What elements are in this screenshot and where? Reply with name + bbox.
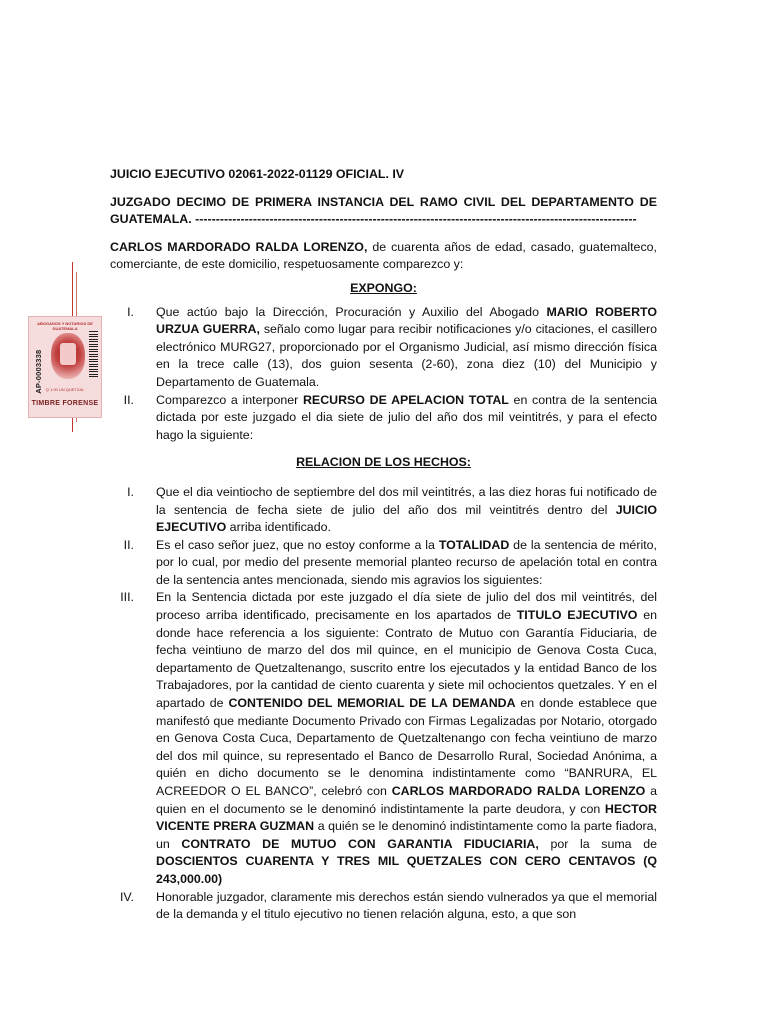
- list-item: [110, 392, 657, 445]
- item-bold-text: RECURSO DE APELACION TOTAL: [302, 392, 509, 407]
- list-item: [110, 537, 657, 590]
- item-text: a quién se le denominó indistintamente como la parte fiadora, un: [156, 819, 657, 851]
- intro-paragraph: [110, 239, 657, 274]
- item-text: Comparezco a interponer: [156, 392, 303, 407]
- court-heading-line1: JUZGADO DECIMO DE PRIMERA INSTANCIA DEL RAMO CIVIL DEL DEPARTAMENTO DE: [110, 194, 657, 209]
- document-body: [110, 166, 657, 924]
- item-bold-text: CARLOS MARDORADO RALDA LORENZO: [391, 784, 646, 798]
- item-bold-text: TITULO EJECUTIVO: [516, 608, 638, 623]
- item-bold-text: CONTENIDO DEL MEMORIAL DE LA DEMANDA: [228, 696, 516, 711]
- stamp-serial: AP-0003338: [34, 349, 44, 394]
- expongo-list: [110, 304, 657, 445]
- intro-text: de cuarenta años de edad, casado, guatemalteco, comerciante, de este domicilio, respetuosamente comparezco y:: [110, 239, 657, 272]
- item-text: a quien en el documento se le denominó indistintamente la parte deudora, y con: [156, 784, 657, 816]
- stamp-timbre-label: TIMBRE FORENSE: [31, 400, 99, 407]
- coat-of-arms-icon: [51, 333, 85, 379]
- item-number: III.: [120, 590, 134, 605]
- item-number: IV.: [119, 889, 134, 904]
- stamp-top-text: ABOGADOS Y NOTARIOS DE GUATEMALA: [37, 321, 93, 331]
- hechos-list: [110, 484, 657, 924]
- item-bold-text: MARIO ROBERTO URZUA GUERRA,: [156, 304, 657, 337]
- item-text: Honorable juzgador, claramente mis derechos están siendo vulnerados ya que el memorial de la demanda y el titulo ejecutivo no tienen relación alguna, esto, a que son: [156, 889, 657, 922]
- list-item: [110, 304, 657, 392]
- item-bold-text: DOSCIENTOS CUARENTA Y TRES MIL QUETZALES CON CERO CENTAVOS (Q 243,000.00): [156, 854, 657, 886]
- stamp-value-text: Q 1.00 UN QUETZAL: [45, 387, 85, 392]
- item-bold-text: HECTOR VICENTE PRERA GUZMAN: [156, 801, 657, 834]
- item-bold-text: JUICIO EJECUTIVO: [156, 502, 657, 535]
- item-text: en donde hace referencia a los siguiente: Contrato de Mutuo con Garantía Fiduciaria, de fecha veintiuno de marzo del dos mil quince, en el municipio de Genova Costa Cuca, departamento de Quetzaltenango, suscrito entre los ejecutados y la entidad Banco de los Trabajadores, por la cantidad de ciento cuarenta y siete mil ochocientos quetzales. Y en el apartado de: [156, 608, 657, 711]
- item-number: II.: [123, 537, 134, 552]
- item-text: Que el dia veintiocho de septiembre del dos mil veintitrés, a las diez horas fui notificado de la sentencia de fecha siete de julio del año dos mil veintitrés dentro del: [156, 484, 657, 517]
- item-number: I.: [127, 304, 134, 319]
- item-text: en contra de la sentencia dictada por este juzgado el dia siete de julio del año dos mil veintitrés, y para el efecto hago la siguiente:: [156, 392, 657, 442]
- section-title-expongo: EXPONGO:: [350, 280, 417, 295]
- court-heading-line2: GUATEMALA. -----------------------------------------------------------------------------------------------------------: [110, 212, 637, 227]
- item-text: Que actúo bajo la Dirección, Procuración y Auxilio del Abogado: [156, 304, 547, 319]
- stamp-card: [28, 316, 102, 418]
- item-bold-text: CONTRATO DE MUTUO CON GARANTIA FIDUCIARIA,: [181, 836, 539, 851]
- intro-name: CARLOS MARDORADO RALDA LORENZO,: [110, 239, 368, 254]
- case-heading: JUICIO EJECUTIVO 02061-2022-01129 OFICIAL. IV: [110, 167, 405, 181]
- list-item: [110, 484, 657, 537]
- item-number: I.: [127, 484, 134, 499]
- section-title-hechos: RELACION DE LOS HECHOS:: [296, 455, 471, 470]
- item-text: por la suma de: [538, 836, 657, 851]
- item-text: Es el caso señor juez, que no estoy conforme a la: [156, 537, 439, 552]
- item-text: arriba identificado.: [226, 520, 331, 535]
- list-item: [110, 589, 657, 888]
- item-text: señalo como lugar para recibir notificaciones y/o citaciones, el casillero electrónico MURG27, proporcionado por el Organismo Judicial, así mismo dirección física en la trece calle (13), dos guion sesenta (2-60), zona diez (10) del Municipio y Departamento de Guatemala.: [156, 322, 658, 389]
- item-text: de la sentencia de mérito, por lo cual, por medio del presente memorial planteo recurso de apelación total en contra de la sentencia antes mencionada, siendo mis agravios los siguientes:: [156, 537, 657, 587]
- barcode-icon: [89, 331, 98, 379]
- item-text: en donde establece que manifestó que mediante Documento Privado con Firmas Legalizadas por Notario, otorgado en Genova Costa Cuca, Departamento de Quetzaltenango con fecha veintiuno de marzo del dos mil quince, su representado el Banco de Desarrollo Rural, Sociedad Anónima, a quién en dicho documento se le denomina indistintamente como “BANRURA, EL ACREEDOR O EL BANCO”, celebró con: [156, 696, 657, 798]
- timbre-forense-stamp: [24, 262, 102, 432]
- list-item: [110, 889, 657, 924]
- item-text: En la Sentencia dictada por este juzgado el día siete de julio del dos mil veintitrés, del proceso arriba identificado, precisamente en los apartados de: [156, 590, 657, 623]
- item-bold-text: TOTALIDAD: [438, 537, 510, 552]
- item-number: II.: [123, 392, 134, 407]
